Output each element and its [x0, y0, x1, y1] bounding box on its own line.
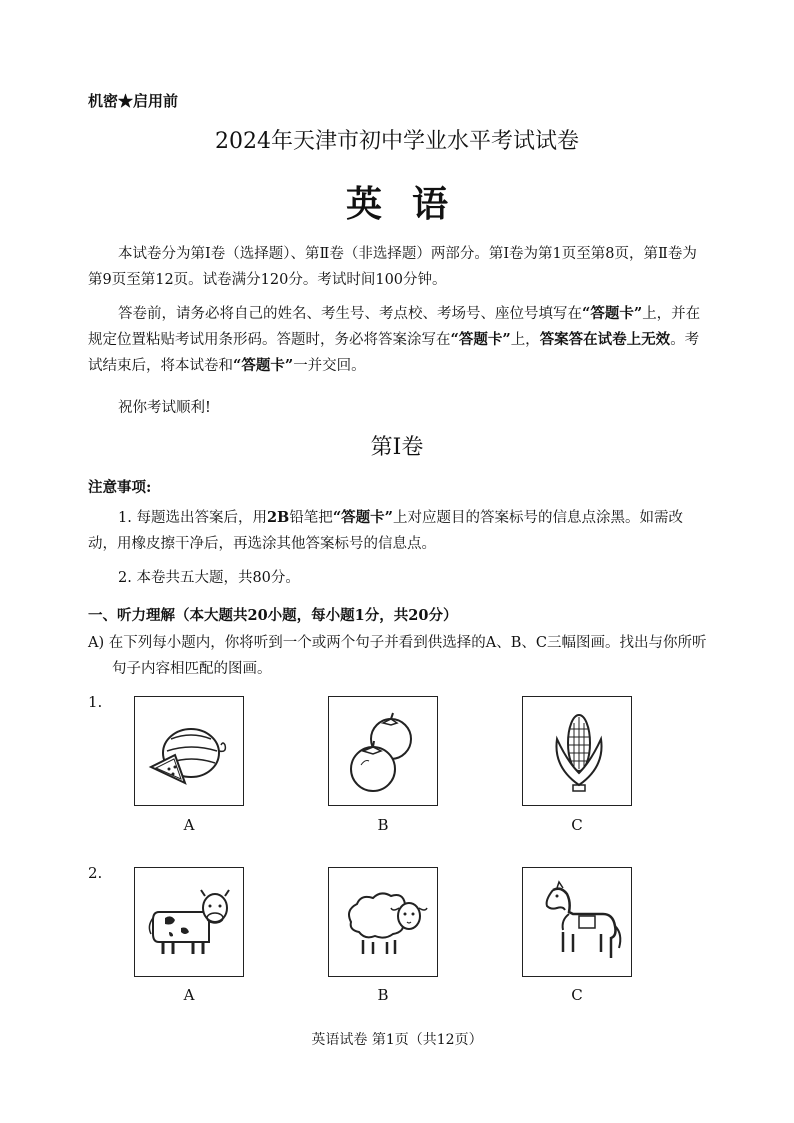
volume-heading: 第Ⅰ卷: [370, 435, 424, 460]
invalid-answer-warning: 答案答在试卷上无效: [539, 331, 671, 348]
sheep-icon: [329, 868, 437, 976]
answer-card-term: “答题卡”: [332, 509, 393, 526]
option-label: C: [571, 816, 583, 834]
intro-text: 上，: [510, 332, 540, 348]
subject-title: 英语: [345, 183, 478, 225]
intro-paragraph-1: 本试卷分为第Ⅰ卷（选择题）、第Ⅱ卷（非选择题）两部分。第Ⅰ卷为第1页至第8页，第Ⅱ卷为第9页至第12页。试卷满分120分。考试时间100分钟。: [88, 246, 697, 288]
tomato-icon: [329, 697, 437, 805]
cow-icon: [135, 868, 243, 976]
intro-text: 。考试结束后，将本试卷和: [88, 332, 700, 374]
notice-text: 上对应题目的答案标号的信息点涂黑。如需改动，用橡皮擦干净后，再选涂其他答案标号的信息点。: [88, 510, 683, 552]
option-label: B: [377, 816, 389, 834]
notice-text: 铅笔把: [289, 510, 333, 526]
option-label: C: [571, 986, 583, 1004]
answer-card-term: “答题卡”: [233, 357, 294, 374]
option-label: A: [183, 816, 195, 834]
option-picture-a[interactable]: [134, 867, 244, 977]
intro-text: 答卷前，请务必将自己的姓名、考生号、考点校、考场号、座位号填写在: [118, 306, 582, 322]
option-label: A: [183, 986, 195, 1004]
pencil-type: 2B: [266, 509, 290, 526]
option-picture-c[interactable]: [522, 696, 632, 806]
option-picture-b[interactable]: [328, 696, 438, 806]
intro-text: 上，并在规定位置粘贴考试用条形码。答题时，务必将答案涂写在: [88, 306, 701, 348]
watermelon-icon: [135, 697, 243, 805]
option-picture-c[interactable]: [522, 867, 632, 977]
question-number: 2.: [88, 864, 103, 882]
intro-text: 一并交回。: [293, 358, 366, 374]
notice-title: 注意事项:: [88, 479, 152, 496]
answer-card-term: “答题卡”: [582, 305, 643, 322]
part-a-instructions: A) 在下列每小题内，你将听到一个或两个句子并看到供选择的A、B、C三幅图画。找出与你所听句子内容相匹配的图画。: [88, 635, 707, 677]
notice-text: 1. 每题选出答案后，用: [118, 510, 267, 526]
horse-icon: [523, 868, 631, 976]
intro-paragraph-2: [88, 301, 710, 379]
page-footer: 英语试卷 第1页（共12页）: [311, 1032, 483, 1048]
option-label: B: [377, 986, 389, 1004]
notice-item-1: [88, 505, 710, 557]
corn-icon: [523, 697, 631, 805]
exam-title: 2024年天津市初中学业水平考试试卷: [215, 129, 579, 154]
good-luck-text: 祝你考试顺利!: [118, 400, 211, 416]
notice-item-2: 2. 本卷共五大题，共80分。: [118, 570, 300, 586]
option-picture-a[interactable]: [134, 696, 244, 806]
answer-card-term: “答题卡”: [450, 331, 511, 348]
confidential-mark: 机密★启用前: [88, 92, 179, 110]
option-picture-b[interactable]: [328, 867, 438, 977]
section-1-title: 一、听力理解（本大题共20小题，每小题1分，共20分）: [88, 607, 458, 624]
question-number: 1.: [88, 693, 103, 711]
